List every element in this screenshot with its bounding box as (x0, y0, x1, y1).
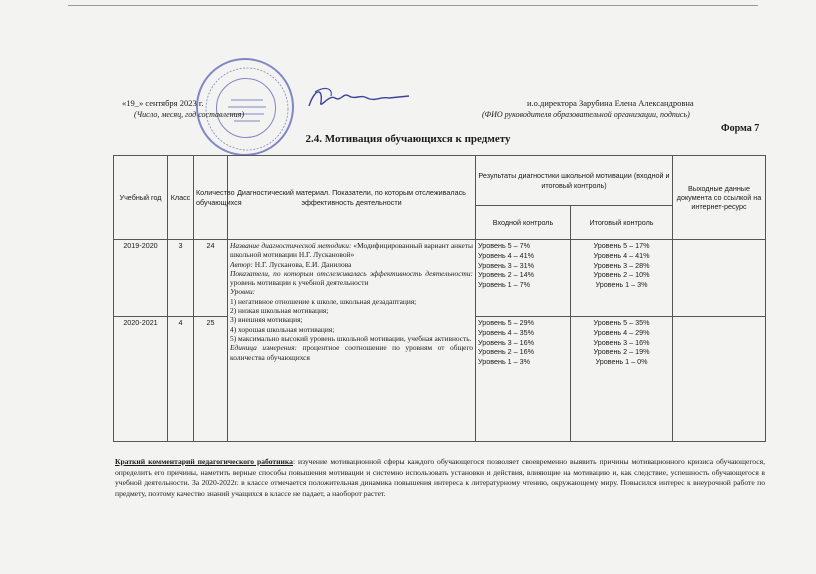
result-level: Уровень 2 – 14% (478, 270, 535, 280)
method-level-item: 1) негативное отношение к школе, школьная дезадаптация; (230, 296, 417, 306)
director-signature (305, 84, 415, 114)
table-row (114, 240, 766, 317)
method-level-item: 3) внешняя мотивация; (230, 315, 303, 325)
result-level: Уровень 4 – 35% (478, 327, 535, 337)
result-level: Уровень 1 – 3% (595, 280, 648, 290)
row-count: 24 (194, 240, 228, 317)
result-level: Уровень 4 – 41% (593, 250, 650, 260)
header-output: Выходные данные документа со ссылкой на интернет-ресурс (673, 156, 766, 240)
method-cell (228, 240, 476, 442)
page-edge-line (68, 5, 758, 6)
comment-text: : изучение мотивационной сферы каждого обучающегося позволяет своевременно выявить причины мотивационного кризиса обучающегося, определить его причины, наметить верные способы повышения мотивации и системно использовать установки и действия, влияющие на мотивацию и, как следствие, успешность обучающегося в учебной деятельности. За 2020-2022г. в классе отмечается положительная динамика повышения интереса к литературному чтению, окружающему миру. Повысился интерес к внеурочной работе по предмету, поэтому качество знаний учащихся в классе не падает, а наоборот растет. (115, 457, 766, 498)
method-name-value: «Модифицированный вариант анкеты школьной мотивации Н.Г. Лускановой» (230, 241, 473, 260)
method-level-item: 5) максимально высокий уровень школьной мотивации, учебная активность. (230, 333, 472, 343)
row-count: 25 (194, 317, 228, 442)
result-level: Уровень 4 – 29% (593, 327, 650, 337)
form-number: Форма 7 (721, 123, 760, 134)
result-level: Уровень 5 – 7% (478, 241, 531, 250)
header-input-control: Входной контроль (476, 206, 571, 240)
director-caption: (ФИО руководителя образовательной организации, подпись) (482, 110, 690, 119)
comment-label: Краткий комментарий педагогического работника (115, 457, 293, 466)
result-level: Уровень 2 – 10% (593, 270, 650, 280)
result-level: Уровень 2 – 16% (478, 347, 535, 357)
result-level: Уровень 5 – 35% (593, 318, 650, 327)
method-author-label: Автор: (230, 259, 253, 269)
method-name-label: Название диагностической методики: (230, 241, 352, 250)
header-count: Количество обучающихся (194, 156, 228, 240)
method-author-value: Н.Г. Лусканова, Е.И. Данилова (254, 259, 352, 269)
result-level: Уровень 4 – 41% (478, 250, 535, 260)
header-results: Результаты диагностики школьной мотивации (входной и итоговый контроль) (476, 156, 673, 206)
result-level: Уровень 3 – 16% (593, 337, 650, 347)
method-level-item: 2) низкая школьная мотивация; (230, 306, 329, 316)
section-title: 2.4. Мотивация обучающихся к предмету (305, 133, 511, 145)
final-results (571, 240, 673, 317)
director-line: и.о.директора Зарубина Елена Александровна (527, 98, 694, 108)
date-line: «19_» сентября 2023 г. (122, 98, 204, 108)
motivation-table (113, 155, 766, 442)
header-year: Учебный год (114, 156, 168, 240)
row-class: 4 (168, 317, 194, 442)
header-class: Класс (168, 156, 194, 240)
teacher-comment (115, 457, 765, 499)
date-caption: (Число, месяц, год составления) (134, 110, 245, 119)
header-final-control: Итоговый контроль (571, 206, 673, 240)
method-level-item: 4) хорошая школьная мотивация; (230, 324, 335, 334)
header-diagnostic: Диагностический материал. Показатели, по которым отслеживалась эффективность деятельности (228, 156, 476, 240)
result-level: Уровень 5 – 17% (593, 241, 650, 250)
result-level: Уровень 5 – 29% (478, 318, 535, 327)
result-level: Уровень 1 – 0% (595, 357, 648, 367)
row-year: 2019-2020 (114, 240, 168, 317)
row-year: 2020-2021 (114, 317, 168, 442)
method-unit-label: Единица измерения: (230, 343, 298, 353)
result-level: Уровень 3 – 16% (478, 337, 535, 347)
method-levels-label: Уровни: (230, 287, 256, 297)
method-indicators-label: Показатели, по которым отслеживалась эффективность деятельности: (230, 268, 473, 278)
input-results (476, 317, 571, 442)
final-results (571, 317, 673, 442)
method-indicators-value: уровень мотивации к учебной деятельности (230, 278, 369, 288)
input-results (476, 240, 571, 317)
result-level: Уровень 3 – 31% (478, 260, 535, 270)
result-level: Уровень 1 – 7% (478, 280, 531, 290)
result-level: Уровень 1 – 3% (478, 357, 531, 367)
result-level: Уровень 2 – 19% (593, 347, 650, 357)
output-cell (673, 240, 766, 317)
method-unit-value: процентное соотношение по уровням от общего количества обучающихся (230, 343, 473, 362)
result-level: Уровень 3 – 28% (593, 260, 650, 270)
output-cell (673, 317, 766, 442)
row-class: 3 (168, 240, 194, 317)
